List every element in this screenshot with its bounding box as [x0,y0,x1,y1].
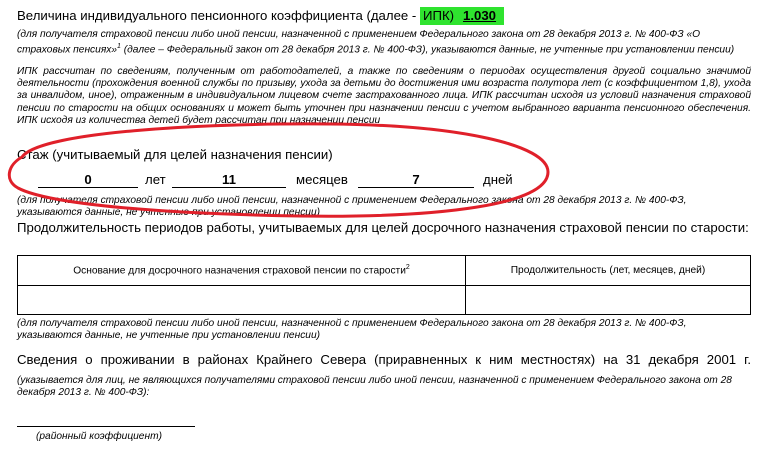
ipk-note-2: ИПК рассчитан по сведениям, полученным от работодателей, а также по сведениям о периодах осуществления другой социально значимой деятельности (прохождения военной службы по призыву, ухода за детьми до достижения ими возраста полутора лет (с коэффициентом 1,8), ухода за инвалидом, иное), отраженным в индивидуальном лицевом счете застрахованного лица. ИПК рассчитан исходя из условий назначения страховой пенсии по старости на общих основаниях и может быть уточнен при назначении пенсии с учетом выбранного варианта пенсионного обеспечения. ИПК исходя из количества детей будет рассчитан при назначении пенсии [17,66,751,126]
stazh-days-unit: дней [483,172,513,187]
stazh-years-unit: лет [145,172,166,187]
ipk-abbr-highlight: ИПК) [420,7,457,25]
col-duration-header: Продолжительность (лет, месяцев, дней) [466,256,751,286]
coef-label: (районный коэффициент) [36,431,162,442]
table-row [18,286,751,315]
stazh-note: (для получателя страховой пенсии либо иной пенсии, назначенной с применением Федерального закона от 28 декабря 2013 г. № 400-ФЗ, указываются данные, не учтенные при установлении пенсии) [17,195,687,219]
red-ellipse-path [9,124,548,216]
early-heading: Продолжительность периодов работы, учитываемых для целей досрочного назначения страховой пенсии по старости: [17,220,749,235]
col-basis-header: Основание для досрочного назначения страховой пенсии по старости$^2$ [18,256,466,286]
ipk-value: 1.030 [457,7,504,25]
table-header-row [18,256,751,286]
stazh-days-value: 7 [412,172,420,187]
ipk-note-1: (для получателя страховой пенсии либо иной пенсии, назначенной с применением Федерального закона от 28 декабря 2013 г. № 400-ФЗ «О страховых пенсиях»$^1$ (далее – Федеральный закон от 28 декабря 2013 г. № 400-ФЗ), указываются данные, не учтенные при установлении пенсии) [17,29,735,56]
ipk-heading: Величина индивидуального пенсионного коэффициента (далее - ИПК) 1.030 [17,8,504,23]
stazh-label: Стаж (учитываемый для целей назначения пенсии) [17,147,333,162]
north-heading: Сведения о проживании в районах Крайнего Севера (приравненных к ним местностях) на 31 декабря 2001 г. [17,352,751,367]
stazh-months-unit: месяцев [296,172,348,187]
north-note: (указывается для лиц, не являющихся получателями страховой пенсии либо иной пенсии, назначенной с применением Федерального закона от 28 декабря 2013 г. № 400-ФЗ): [17,375,732,399]
basis-cell [18,286,466,315]
stazh-years-value: 0 [84,172,92,187]
duration-cell [466,286,751,315]
stazh-months-value: 11 [222,172,236,187]
coef-underline [17,426,195,427]
early-periods-table [17,255,751,315]
early-note: (для получателя страховой пенсии либо иной пенсии, назначенной с применением Федерального закона от 28 декабря 2013 г. № 400-ФЗ, указываются данные, не учтенные при установлении пенсии) [17,318,687,342]
